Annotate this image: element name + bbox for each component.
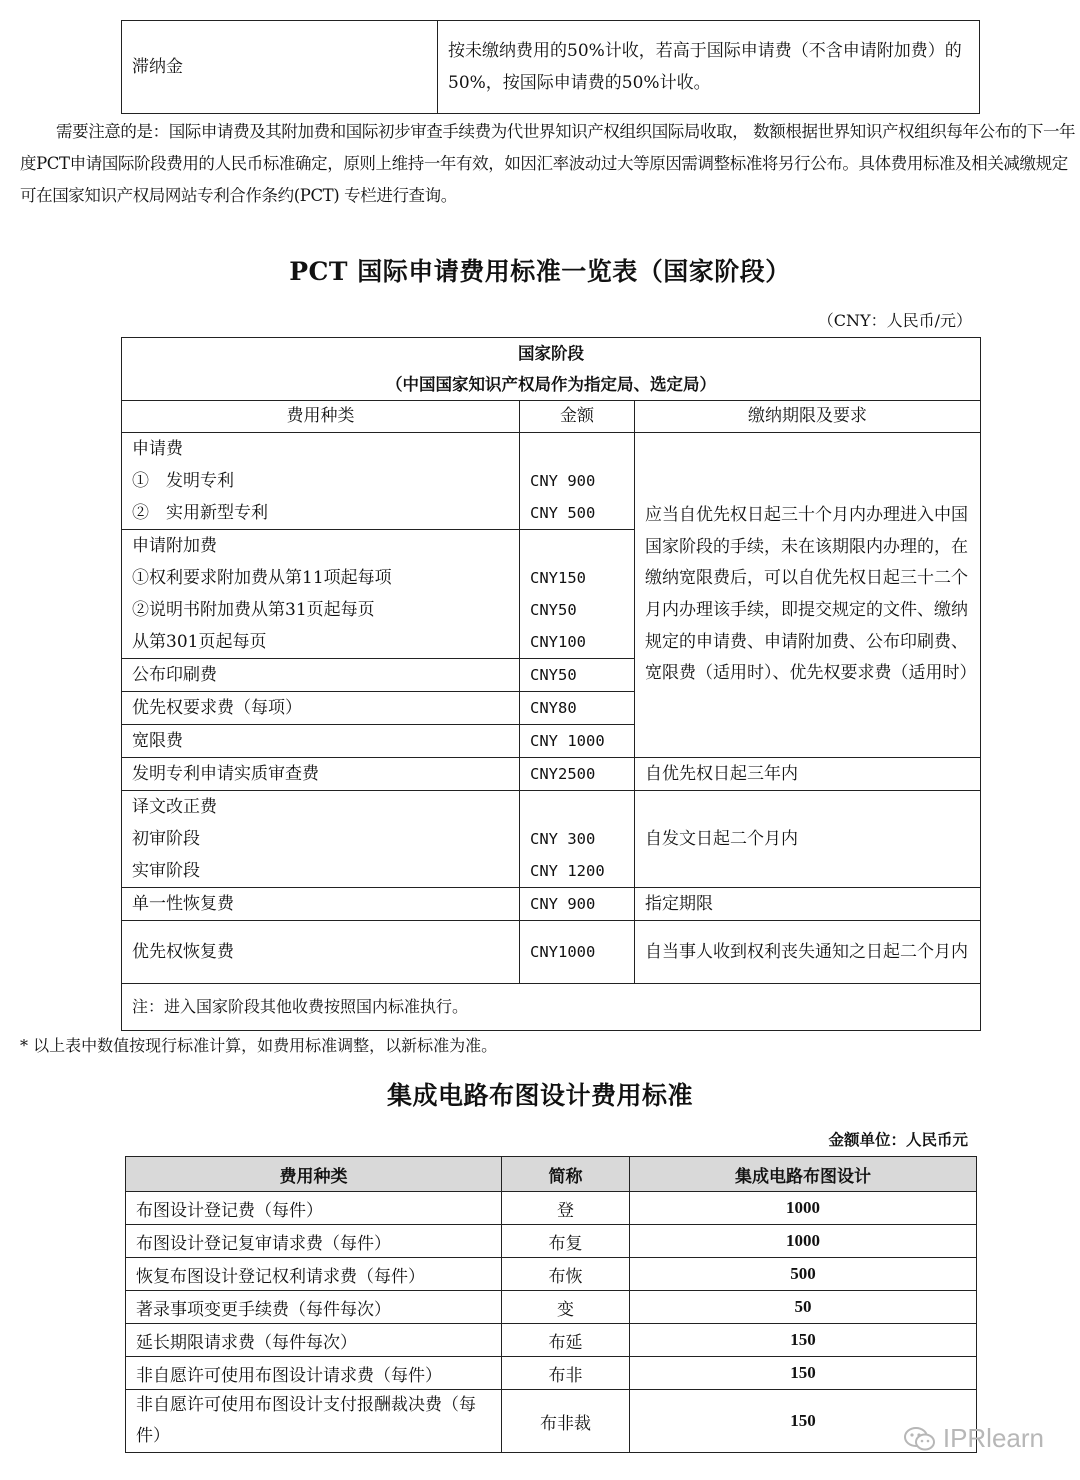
fee-abbr: 变	[502, 1291, 630, 1324]
late-fee-description	[438, 21, 980, 114]
translation-fee-cell	[122, 791, 520, 888]
fee-abbr: 布恢	[502, 1258, 630, 1291]
fee-amount: 150	[630, 1390, 977, 1453]
fee-amount: 150	[630, 1357, 977, 1390]
priority-restore-fee-amount: CNY1000	[520, 921, 635, 984]
grace-fee-name: 宽限费	[122, 725, 520, 758]
table-row	[122, 921, 981, 984]
surcharge-cell	[122, 530, 520, 659]
col-header-requirement: 缴纳期限及要求	[635, 401, 981, 433]
col-header-abbr: 简称	[502, 1157, 630, 1192]
wechat-icon	[903, 1425, 937, 1453]
national-phase-header	[122, 338, 981, 401]
fee-abbr: 布复	[502, 1225, 630, 1258]
table-row	[122, 758, 981, 791]
late-fee-name: 滞纳金	[122, 21, 438, 114]
fee-item-name: 初审阶段	[132, 829, 200, 849]
table-row	[126, 1258, 977, 1291]
table-row	[122, 21, 980, 114]
unity-fee-amount: CNY 900	[520, 888, 635, 921]
exam-fee-name: 发明专利申请实质审查费	[122, 758, 520, 791]
priority-restore-requirement: 自当事人收到权利丧失通知之日起二个月内	[635, 921, 981, 984]
priority-restore-fee-name: 优先权恢复费	[122, 921, 520, 984]
fee-name: 布图设计登记费（每件）	[126, 1192, 502, 1225]
exam-fee-amount: CNY2500	[520, 758, 635, 791]
fee-amount: CNY 500	[530, 504, 596, 522]
fee-item-name: ① 发明专利	[132, 471, 234, 491]
table-row	[122, 433, 981, 530]
fee-amount: CNY 900	[530, 472, 596, 490]
table-row	[122, 791, 981, 888]
unity-fee-requirement: 指定期限	[635, 888, 981, 921]
pct-table-note: 注：进入国家阶段其他收费按照国内标准执行。	[122, 984, 981, 1031]
asterisk-note: * 以上表中数值按现行标准计算，如费用标准调整，以新标准为准。	[20, 1036, 498, 1055]
designated-office-label: （中国国家知识产权局作为指定局、选定局）	[386, 375, 716, 394]
ic-fee-table	[125, 1156, 977, 1453]
translation-fee-requirement: 自发文日起二个月内	[635, 791, 981, 888]
column-header-row	[122, 401, 981, 433]
unity-fee-name: 单一性恢复费	[122, 888, 520, 921]
fee-amount: 500	[630, 1258, 977, 1291]
col-header-amount: 金额	[520, 401, 635, 433]
fee-amount: CNY 1200	[530, 862, 605, 880]
fee-item-name: 实审阶段	[132, 861, 200, 881]
fee-amount: CNY50	[530, 601, 577, 619]
fee-item-name: 从第301页起每页	[132, 632, 267, 652]
fee-amount: CNY 300	[530, 830, 596, 848]
translation-fee-amounts	[520, 791, 635, 888]
late-fee-desc-line1: 按未缴纳费用的50%计收，若高于国际申请费（不含申请附加费）的	[448, 41, 962, 61]
priority-claim-fee-name: 优先权要求费（每项）	[122, 692, 520, 725]
surcharge-amounts	[520, 530, 635, 659]
ic-unit-label: 金额单位：人民币元	[828, 1130, 968, 1149]
printing-fee-amount: CNY50	[520, 659, 635, 692]
fee-abbr: 布延	[502, 1324, 630, 1357]
fee-abbr: 布非	[502, 1357, 630, 1390]
fee-amount: CNY150	[530, 569, 586, 587]
fee-abbr: 登	[502, 1192, 630, 1225]
fee-name: 著录事项变更手续费（每件每次）	[126, 1291, 502, 1324]
pct-table-title: PCT 国际申请费用标准一览表（国家阶段）	[289, 257, 791, 286]
translation-fee-label: 译文改正费	[132, 797, 217, 817]
column-header-row	[126, 1157, 977, 1192]
table-row	[122, 888, 981, 921]
table-row	[126, 1324, 977, 1357]
pct-unit-label: （CNY：人民币/元）	[817, 311, 972, 330]
col-header-fee-type: 费用种类	[126, 1157, 502, 1192]
national-phase-label: 国家阶段	[518, 344, 584, 363]
table-header-row	[122, 338, 981, 401]
fee-name: 非自愿许可使用布图设计请求费（每件）	[126, 1357, 502, 1390]
fee-amount: 1000	[630, 1192, 977, 1225]
fee-item-name: ②说明书附加费从第31页起每页	[132, 600, 375, 620]
col-header-fee-type: 费用种类	[122, 401, 520, 433]
application-fee-amounts	[520, 433, 635, 530]
entry-requirement: 应当自优先权日起三十个月内办理进入中国国家阶段的手续，未在该期限内办理的，在缴纳宽限费后，可以自优先权日起三十二个月内办理该手续，即提交规定的文件、缴纳规定的申请费、申请附加费、公布印刷费、宽限费（适用时）、优先权要求费（适用时）	[635, 433, 981, 758]
application-fee-cell	[122, 433, 520, 530]
watermark	[903, 1423, 1044, 1454]
printing-fee-name: 公布印刷费	[122, 659, 520, 692]
fee-amount: 150	[630, 1324, 977, 1357]
table-row	[126, 1390, 977, 1453]
col-header-ic-layout: 集成电路布图设计	[630, 1157, 977, 1192]
fee-name: 恢复布图设计登记权利请求费（每件）	[126, 1258, 502, 1291]
table-row	[126, 1357, 977, 1390]
fee-name: 延长期限请求费（每件每次）	[126, 1324, 502, 1357]
table-row	[122, 984, 981, 1031]
table-row	[126, 1291, 977, 1324]
late-fee-desc-line2: 50%，按国际申请费的50%计收。	[448, 73, 711, 93]
fee-abbr: 布非裁	[502, 1390, 630, 1453]
fee-item-name: ② 实用新型专利	[132, 503, 268, 523]
priority-claim-fee-amount: CNY80	[520, 692, 635, 725]
fee-name: 非自愿许可使用布图设计支付报酬裁决费（每件）	[126, 1390, 502, 1453]
pct-fee-table	[121, 337, 981, 1031]
notice-paragraph: 需要注意的是：国际申请费及其附加费和国际初步审查手续费为代世界知识产权组织国际局收取， 数额根据世界知识产权组织每年公布的下一年度PCT申请国际阶段费用的人民币标准确定，原则上维持一年有效，如因汇率波动过大等原因需调整标准将另行公布。具体费用标准及相关减缴规定可在国家知识产权局网站专利合作条约(PCT) 专栏进行查询。	[20, 122, 1076, 205]
fee-amount: CNY100	[530, 633, 586, 651]
grace-fee-amount: CNY 1000	[520, 725, 635, 758]
watermark-text: IPRlearn	[942, 1423, 1044, 1453]
late-fee-table	[121, 20, 980, 114]
exam-fee-requirement: 自优先权日起三年内	[635, 758, 981, 791]
fee-item-name: ①权利要求附加费从第11项起每项	[132, 568, 392, 588]
fee-amount: 1000	[630, 1225, 977, 1258]
table-row	[126, 1225, 977, 1258]
fee-name: 布图设计登记复审请求费（每件）	[126, 1225, 502, 1258]
fee-amount: 50	[630, 1291, 977, 1324]
ic-table-title: 集成电路布图设计费用标准	[386, 1081, 693, 1110]
surcharge-label: 申请附加费	[132, 536, 217, 556]
application-fee-label: 申请费	[132, 439, 183, 459]
table-row	[126, 1192, 977, 1225]
